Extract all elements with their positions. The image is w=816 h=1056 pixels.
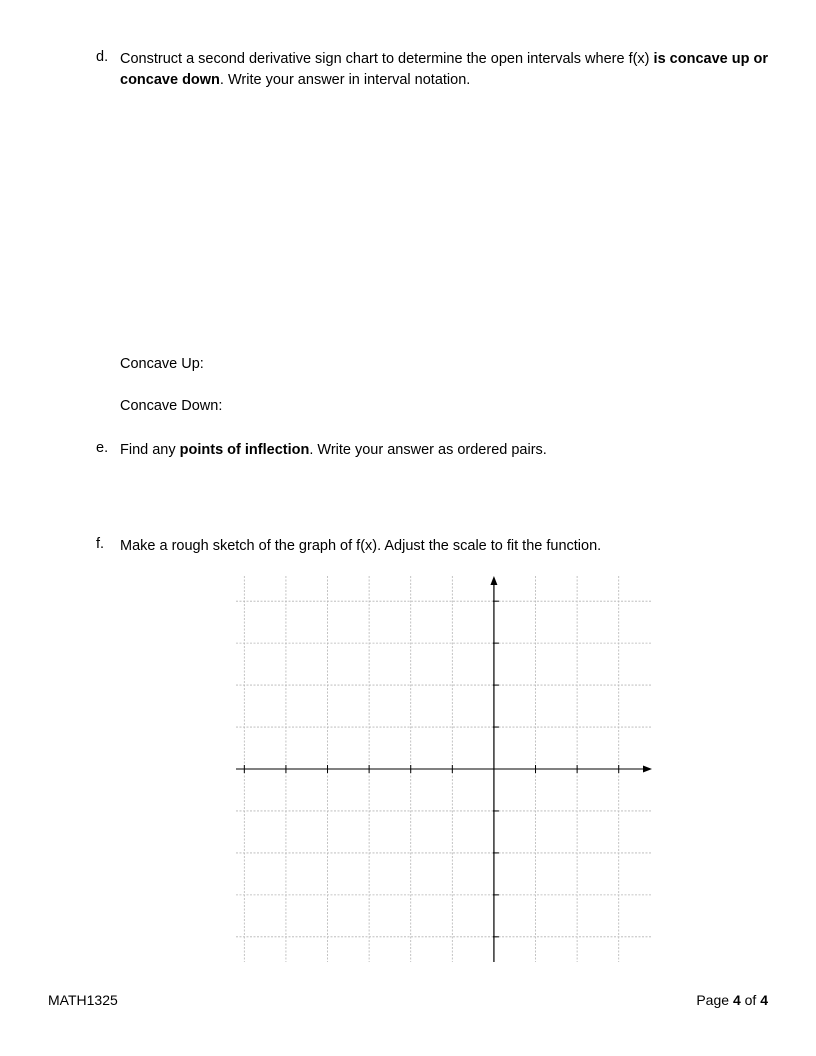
page-total: 4 [760,992,768,1008]
question-f-text: Make a rough sketch of the graph of f(x). Adjust the scale to fit the function. [120,538,602,554]
question-f-label: f. [96,536,105,552]
coordinate-grid[interactable] [236,576,652,962]
concave-up-label: Concave Up: [120,356,204,372]
question-e-text-part1: Find any [120,442,180,458]
question-d-text-part1: Construct a second derivative sign chart to determine the open intervals where f(x) [120,51,654,67]
question-e-text [120,440,770,461]
page-current: 4 [732,992,741,1008]
page-prefix: Page [696,992,733,1008]
x-axis-arrow-icon [643,766,652,773]
question-d-label: d. [96,49,109,65]
page-sep: of [740,992,761,1008]
question-e-label: e. [96,440,109,456]
page-number [696,992,768,1008]
question-d-text [120,49,770,91]
question-d-emphasis: is concave up or concave down [120,51,768,88]
y-axis-arrow-icon [490,576,497,585]
course-code: MATH1325 [48,992,118,1008]
axes [236,576,652,962]
question-e-emphasis: points of inflection [179,442,310,458]
question-d-text-part2: . Write your answer in interval notation. [219,72,471,88]
question-e-text-part2: . Write your answer as ordered pairs. [309,442,547,458]
concave-down-label: Concave Down: [120,398,223,414]
